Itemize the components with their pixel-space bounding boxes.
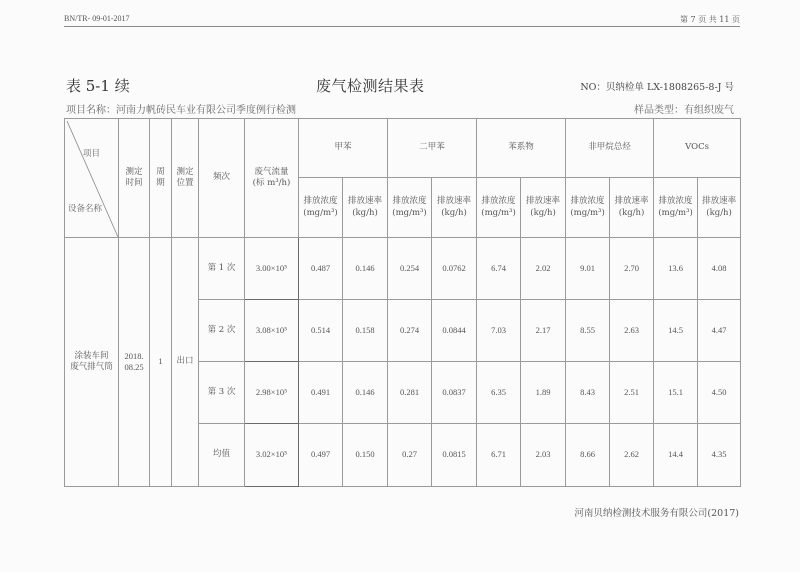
value-cell: 14.4 bbox=[654, 424, 698, 487]
value-cell: 2.63 bbox=[610, 300, 654, 362]
value-cell: 4.35 bbox=[698, 424, 741, 487]
flow-cell: 2.98×10⁵ bbox=[245, 362, 299, 424]
header-divider bbox=[64, 26, 740, 27]
value-cell: 8.66 bbox=[566, 424, 610, 487]
value-cell: 0.0762 bbox=[432, 238, 477, 300]
value-cell: 0.497 bbox=[299, 424, 343, 487]
subheader-rate: 排放速率 (kg/h) bbox=[521, 178, 566, 238]
col-header-date: 测定 时间 bbox=[119, 119, 150, 238]
value-cell: 14.5 bbox=[654, 300, 698, 362]
diagonal-line bbox=[65, 119, 119, 238]
value-cell: 2.51 bbox=[610, 362, 654, 424]
value-cell: 15.1 bbox=[654, 362, 698, 424]
page-title: 废气检测结果表 bbox=[316, 77, 425, 95]
corner-label-device: 设备名称 bbox=[68, 203, 103, 214]
date-cell: 2018. 08.25 bbox=[119, 238, 150, 487]
subheader-conc: 排放浓度 (mg/m³) bbox=[388, 178, 432, 238]
sample-type: 样品类型：有组织废气 bbox=[634, 105, 734, 116]
value-cell: 2.62 bbox=[610, 424, 654, 487]
frequency-cell: 第 2 次 bbox=[199, 300, 245, 362]
subheader-conc: 排放浓度 (mg/m³) bbox=[299, 178, 343, 238]
value-cell: 0.150 bbox=[343, 424, 388, 487]
value-cell: 0.487 bbox=[299, 238, 343, 300]
value-cell: 0.514 bbox=[299, 300, 343, 362]
corner-cell bbox=[65, 119, 119, 238]
corner-label-item: 项目 bbox=[82, 149, 100, 159]
subheader-conc: 排放浓度 (mg/m³) bbox=[566, 178, 610, 238]
value-cell: 2.70 bbox=[610, 238, 654, 300]
frequency-cell: 均值 bbox=[199, 424, 245, 487]
subheader-rate: 排放速率 (kg/h) bbox=[343, 178, 388, 238]
table-label: 表 5-1 续 bbox=[66, 77, 130, 95]
value-cell: 0.281 bbox=[388, 362, 432, 424]
value-cell: 0.274 bbox=[388, 300, 432, 362]
col-header-frequency: 频次 bbox=[199, 119, 245, 238]
report-number: NO：贝纳检单 LX-1808265-8-J 号 bbox=[580, 82, 734, 93]
device-name-cell: 涂装车间 废气排气筒 bbox=[65, 238, 119, 487]
col-header-period: 周 期 bbox=[150, 119, 172, 238]
subheader-conc: 排放浓度 (mg/m³) bbox=[477, 178, 521, 238]
value-cell: 6.74 bbox=[477, 238, 521, 300]
value-cell: 0.254 bbox=[388, 238, 432, 300]
page-info: 第 7 页 共 11 页 bbox=[680, 15, 740, 24]
period-cell: 1 bbox=[150, 238, 172, 487]
col-header-location: 测定 位置 bbox=[172, 119, 199, 238]
table-row bbox=[65, 238, 741, 300]
location-cell: 出口 bbox=[172, 238, 199, 487]
flow-cell: 3.02×10⁵ bbox=[245, 424, 299, 487]
value-cell: 0.0844 bbox=[432, 300, 477, 362]
value-cell: 9.01 bbox=[566, 238, 610, 300]
pollutant-header-xylene: 二甲苯 bbox=[388, 119, 477, 178]
value-cell: 6.71 bbox=[477, 424, 521, 487]
value-cell: 0.158 bbox=[343, 300, 388, 362]
value-cell: 0.0815 bbox=[432, 424, 477, 487]
results-table bbox=[64, 118, 741, 487]
value-cell: 0.146 bbox=[343, 362, 388, 424]
value-cell: 0.27 bbox=[388, 424, 432, 487]
doc-code: BN/TR- 09-01-2017 bbox=[64, 14, 130, 23]
frequency-cell: 第 1 次 bbox=[199, 238, 245, 300]
value-cell: 0.146 bbox=[343, 238, 388, 300]
value-cell: 0.491 bbox=[299, 362, 343, 424]
flow-cell: 3.00×10⁵ bbox=[245, 238, 299, 300]
project-name: 项目名称：河南力帆砖民车业有限公司季度例行检测 bbox=[66, 105, 296, 116]
value-cell: 2.03 bbox=[521, 424, 566, 487]
value-cell: 13.6 bbox=[654, 238, 698, 300]
pollutant-header-nmhc: 非甲烷总烃 bbox=[566, 119, 654, 178]
value-cell: 8.55 bbox=[566, 300, 610, 362]
subheader-rate: 排放速率 (kg/h) bbox=[432, 178, 477, 238]
value-cell: 4.47 bbox=[698, 300, 741, 362]
subheader-rate: 排放速率 (kg/h) bbox=[610, 178, 654, 238]
value-cell: 2.17 bbox=[521, 300, 566, 362]
value-cell: 4.50 bbox=[698, 362, 741, 424]
value-cell: 1.89 bbox=[521, 362, 566, 424]
pollutant-header-toluene: 甲苯 bbox=[299, 119, 388, 178]
pollutant-header-benzene-series: 苯系物 bbox=[477, 119, 566, 178]
col-header-flow: 废气流量 (标 m³/h) bbox=[245, 119, 299, 238]
frequency-cell: 第 3 次 bbox=[199, 362, 245, 424]
footer-company: 河南贝纳检测技术服务有限公司(2017) bbox=[574, 508, 739, 519]
pollutant-header-vocs: VOCs bbox=[654, 119, 741, 178]
value-cell: 2.02 bbox=[521, 238, 566, 300]
flow-cell: 3.08×10⁵ bbox=[245, 300, 299, 362]
value-cell: 7.03 bbox=[477, 300, 521, 362]
value-cell: 0.0837 bbox=[432, 362, 477, 424]
subheader-rate: 排放速率 (kg/h) bbox=[698, 178, 741, 238]
header-row-1 bbox=[65, 119, 741, 178]
value-cell: 6.35 bbox=[477, 362, 521, 424]
subheader-conc: 排放浓度 (mg/m³) bbox=[654, 178, 698, 238]
value-cell: 8.43 bbox=[566, 362, 610, 424]
value-cell: 4.08 bbox=[698, 238, 741, 300]
